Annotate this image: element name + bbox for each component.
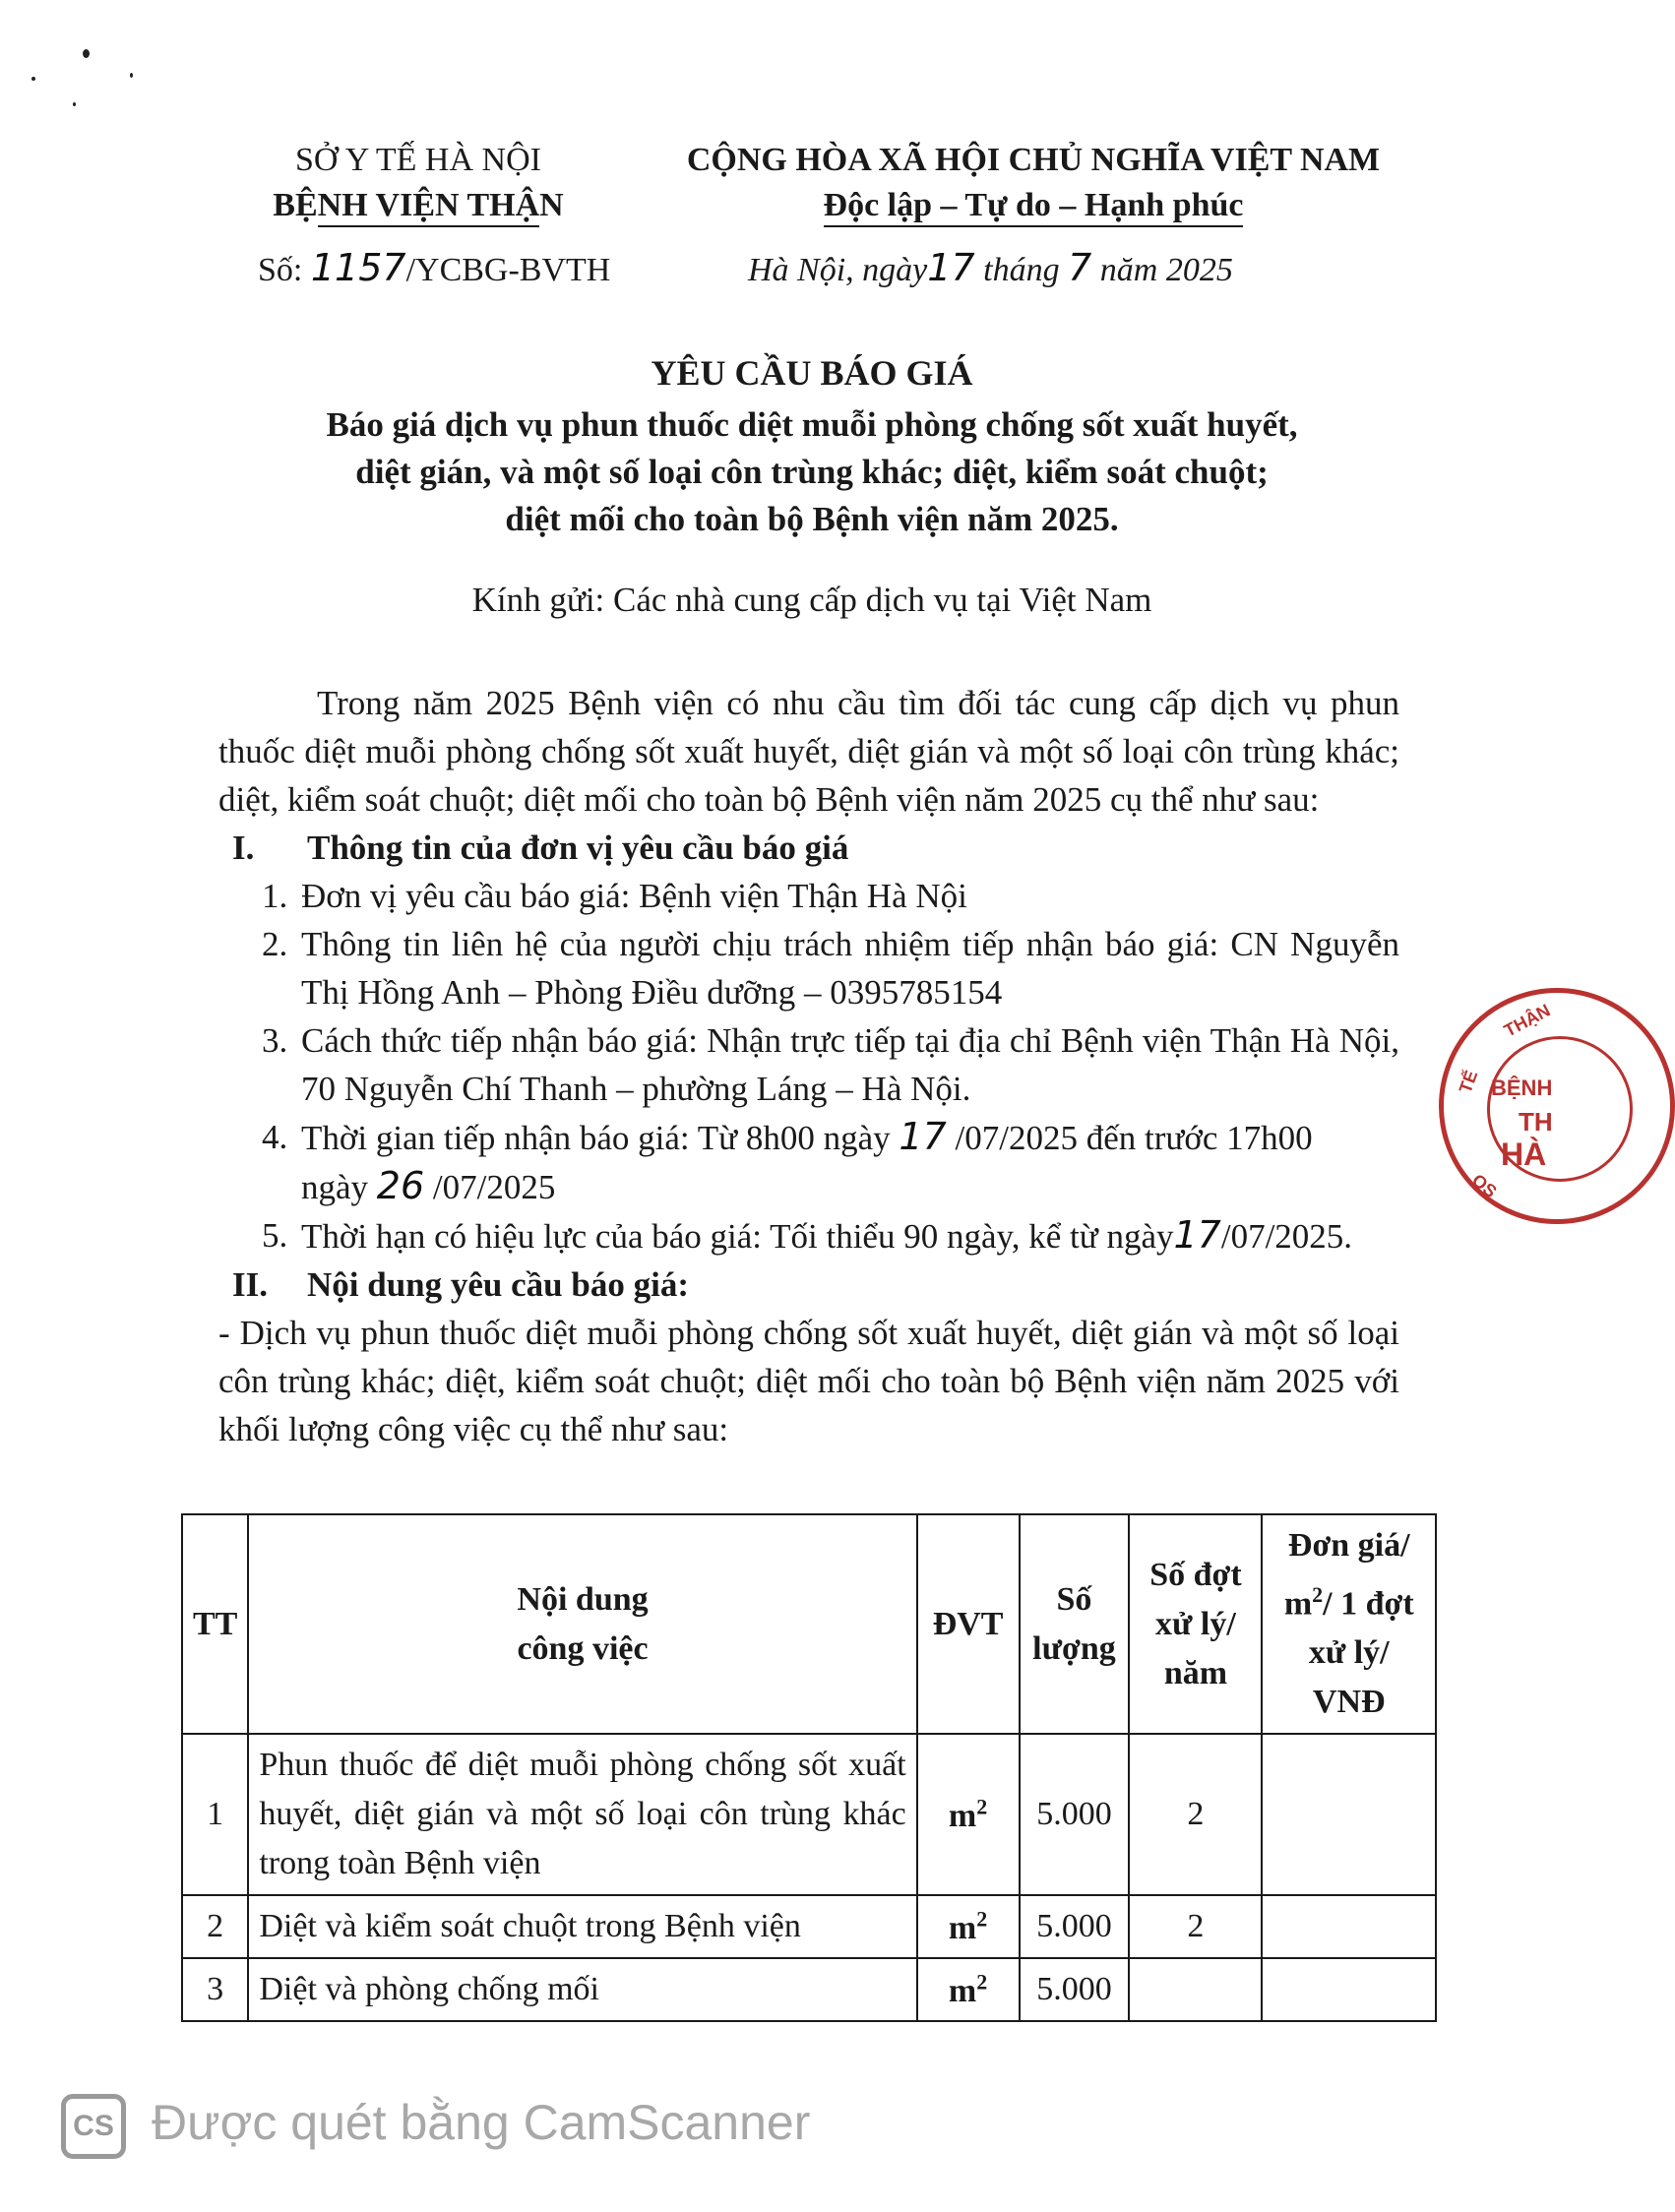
col-header-tt: TT — [182, 1514, 248, 1734]
cell-rounds: 2 — [1129, 1734, 1262, 1895]
cell-price — [1262, 1958, 1436, 2021]
cell-rounds: 2 — [1129, 1895, 1262, 1958]
hospital-name: BỆNH VIỆN THẬN — [207, 183, 630, 228]
section-2-heading: II. Nội dung yêu cầu báo giá: — [232, 1265, 689, 1304]
col-header-price: Đơn giá/ $m^2/$ 1 đợt xử lý/ VNĐ — [1262, 1514, 1436, 1734]
scan-speck — [31, 77, 35, 81]
list-item: 2. Thông tin liên hệ của người chịu trách nhiệm tiếp nhận báo giá: CN Nguyễn Thị Hồng Anh – Phòng Điều dưỡng – 0395785154 — [262, 925, 1399, 1012]
cell-content: Diệt và phòng chống mối — [248, 1958, 916, 2021]
work-table — [181, 1513, 1437, 2022]
scan-speck — [73, 102, 76, 106]
document-title: YÊU CẦU BÁO GIÁ — [651, 353, 973, 393]
table-row — [182, 1895, 1436, 1958]
intro-paragraph: Trong năm 2025 Bệnh viện có nhu cầu tìm đối tác cung cấp dịch vụ phun thuốc diệt muỗi phòng chống sốt xuất huyết, diệt gián và một số loại côn trùng khác; diệt, kiểm soát chuột; diệt mối cho toàn bộ Bệnh viện năm 2025 cụ thể như sau: — [218, 684, 1399, 819]
cell-tt: 1 — [182, 1734, 248, 1895]
national-title-block — [650, 138, 1417, 228]
scan-speck — [83, 49, 90, 58]
nation-name: CỘNG HÒA XÃ HỘI CHỦ NGHĨA VIỆT NAM — [686, 142, 1381, 178]
cell-tt: 3 — [182, 1958, 248, 2021]
cell-tt: 2 — [182, 1895, 248, 1958]
cell-price — [1262, 1895, 1436, 1958]
cell-unit: $m^2$ — [917, 1895, 1020, 1958]
list-item: 1. Đơn vị yêu cầu báo giá: Bệnh viện Thận Hà Nội — [262, 877, 967, 915]
national-motto: Độc lập – Tự do – Hạnh phúc — [650, 183, 1417, 228]
cell-qty: 5.000 — [1020, 1895, 1130, 1958]
hospital-seal-stamp: THẬN TẾ BỆNH TH HÀ OS — [1439, 988, 1675, 1224]
document-subtitle: Báo giá dịch vụ phun thuốc diệt muỗi phòng chống sốt xuất huyết, diệt gián, và một số loại côn trùng khác; diệt, kiểm soát chuột; diệt mối cho toàn bộ Bệnh viện năm 2025. — [326, 405, 1298, 538]
cell-content: Diệt và kiểm soát chuột trong Bệnh viện — [248, 1895, 916, 1958]
cell-price — [1262, 1734, 1436, 1895]
agency-name: SỞ Y TẾ HÀ NỘI — [295, 142, 541, 178]
addressee-line: Kính gửi: Các nhà cung cấp dịch vụ tại Việt Nam — [471, 581, 1152, 619]
section-1-heading: I. Thông tin của đơn vị yêu cầu báo giá — [232, 829, 849, 867]
table-row — [182, 1958, 1436, 2021]
handwritten-day: 17 — [927, 246, 975, 289]
camscanner-watermark-text: Được quét bằng CamScanner — [152, 2095, 811, 2150]
cell-rounds — [1129, 1958, 1262, 2021]
list-item: 5. Thời hạn có hiệu lực của báo giá: Tối thiểu 90 ngày, kể từ ngày17/07/2025. — [262, 1213, 1353, 1257]
table-header-row — [182, 1514, 1436, 1734]
table-row — [182, 1734, 1436, 1895]
col-header-unit: ĐVT — [917, 1514, 1020, 1734]
list-item: 4. Thời gian tiếp nhận báo giá: Từ 8h00 ngày 17 /07/2025 đến trước 17h00 ngày 26 /07/2025 — [262, 1115, 1313, 1207]
list-item: 3. Cách thức tiếp nhận báo giá: Nhận trực tiếp tại địa chỉ Bệnh viện Thận Hà Nội, 70 Nguyễn Chí Thanh – phường Láng – Hà Nội. — [262, 1021, 1399, 1108]
col-header-content: Nội dung công việc — [248, 1514, 916, 1734]
cell-unit: $m^2$ — [917, 1734, 1020, 1895]
handwritten-doc-number: 1157 — [310, 246, 406, 289]
document-date: Hà Nội, ngày17 tháng 7 năm 2025 — [748, 246, 1233, 289]
camscanner-logo-icon: CS — [61, 2094, 126, 2159]
document-body — [218, 679, 1399, 1453]
cell-unit: $m^2$ — [917, 1958, 1020, 2021]
cell-qty: 5.000 — [1020, 1958, 1130, 2021]
issuing-agency-block — [207, 138, 630, 228]
scan-speck — [130, 73, 133, 78]
col-header-rounds: Số đợt xử lý/ năm — [1129, 1514, 1262, 1734]
document-number: Số: 1157/YCBG-BVTH — [258, 246, 611, 289]
section-2-description: - Dịch vụ phun thuốc diệt muỗi phòng chống sốt xuất huyết, diệt gián và một số loại côn trùng khác; diệt, kiểm soát chuột; diệt mối cho toàn bộ Bệnh viện năm 2025 với khối lượng công việc cụ thể như sau: — [218, 1314, 1399, 1448]
col-header-qty: Số lượng — [1020, 1514, 1130, 1734]
handwritten-month: 7 — [1068, 246, 1092, 289]
cell-content: Phun thuốc để diệt muỗi phòng chống sốt xuất huyết, diệt gián và một số loại côn trùng khác trong toàn Bệnh viện — [248, 1734, 916, 1895]
cell-qty: 5.000 — [1020, 1734, 1130, 1895]
